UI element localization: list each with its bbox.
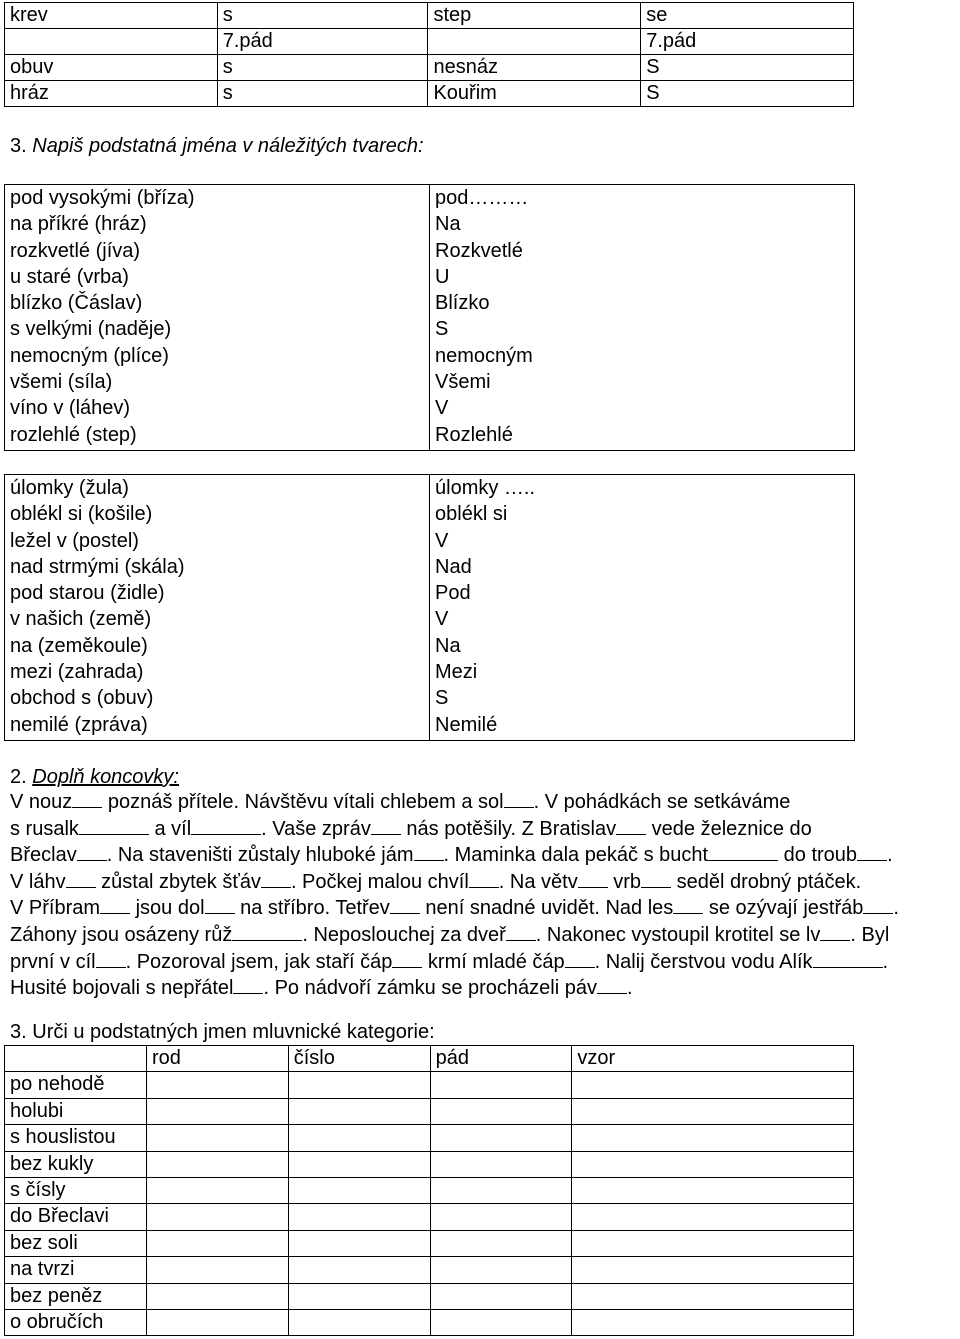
table-forms-b xyxy=(4,474,855,741)
table-forms-a xyxy=(4,184,855,451)
table-row xyxy=(5,1283,854,1309)
text-segment: Husité bojovali s nepřátel xyxy=(10,977,234,1000)
phrase-list xyxy=(5,185,430,451)
text-segment: V nouz xyxy=(10,791,73,813)
table-cell: se xyxy=(641,3,854,29)
blank-field[interactable] xyxy=(77,844,107,861)
answer-list xyxy=(430,185,855,451)
list-item: Pod xyxy=(435,582,471,605)
list-item: rozkvetlé (jíva) xyxy=(10,239,141,262)
text-segment: zůstal zbytek šťáv xyxy=(95,870,261,893)
blank-field[interactable] xyxy=(578,871,608,888)
noun-phrase: bez soli xyxy=(5,1230,147,1256)
answer-cell[interactable] xyxy=(288,1177,430,1203)
text-segment: V Příbram xyxy=(10,897,101,920)
noun-phrase: o obručích xyxy=(5,1309,147,1335)
blank-field[interactable] xyxy=(857,844,887,861)
table-row xyxy=(5,1257,854,1283)
list-item: V xyxy=(435,608,449,631)
list-item: rozlehlé (step) xyxy=(10,423,137,446)
list-item: nemocným xyxy=(435,344,533,367)
list-item: Na xyxy=(435,634,461,657)
answer-cell[interactable] xyxy=(288,1309,430,1335)
text-segment: Břeclav xyxy=(10,844,77,867)
answer-cell[interactable] xyxy=(288,1151,430,1177)
blank-field[interactable] xyxy=(813,951,883,968)
list-item: Blízko xyxy=(435,292,490,315)
answer-cell[interactable] xyxy=(430,1257,572,1283)
text-segment: do troub xyxy=(778,844,858,867)
table-cell: s xyxy=(217,81,428,107)
noun-phrase: do Břeclavi xyxy=(5,1204,147,1230)
list-item: oblékl si (košile) xyxy=(10,503,153,526)
text-segment: . V pohádkách se setkáváme xyxy=(533,791,791,813)
blank-field[interactable] xyxy=(469,871,499,888)
answer-cell[interactable] xyxy=(572,1257,854,1283)
blank-field[interactable] xyxy=(565,951,595,968)
text-segment: . Nakonec vystoupil krotitel se lv xyxy=(535,923,821,946)
answer-cell[interactable] xyxy=(146,1072,288,1098)
answer-cell[interactable] xyxy=(572,1125,854,1151)
text-segment: . xyxy=(887,844,893,867)
blank-field[interactable] xyxy=(597,977,627,994)
text-segment: . Byl xyxy=(850,923,890,946)
answer-cell[interactable] xyxy=(288,1283,430,1309)
blank-field[interactable] xyxy=(673,897,703,914)
text-segment: jsou dol xyxy=(130,897,205,920)
text-segment: . Na větv xyxy=(498,870,578,893)
answer-cell[interactable] xyxy=(430,1098,572,1124)
text-line xyxy=(10,789,958,816)
noun-phrase: bez kukly xyxy=(5,1151,147,1177)
list-item: Rozkvetlé xyxy=(435,239,523,262)
table-row xyxy=(5,29,854,55)
list-item: pod starou (židle) xyxy=(10,582,165,605)
list-item: úlomky ….. xyxy=(435,477,536,499)
table-cell xyxy=(428,29,641,55)
table-cell: step xyxy=(428,3,641,29)
exercise-number: 3. xyxy=(10,1021,27,1043)
answer-cell[interactable] xyxy=(288,1125,430,1151)
answer-cell[interactable] xyxy=(430,1125,572,1151)
table-row xyxy=(5,1309,854,1335)
answer-cell[interactable] xyxy=(572,1151,854,1177)
blank-field[interactable] xyxy=(191,818,261,835)
blank-field[interactable] xyxy=(261,871,291,888)
answer-cell[interactable] xyxy=(288,1204,430,1230)
blank-field[interactable] xyxy=(506,924,536,941)
blank-field[interactable] xyxy=(414,844,444,861)
text-line xyxy=(10,816,958,843)
text-segment: . Po nádvoří zámku se procházeli páv xyxy=(263,977,597,1000)
answer-cell[interactable] xyxy=(288,1072,430,1098)
blank-field[interactable] xyxy=(641,871,671,888)
list-item: ležel v (postel) xyxy=(10,529,139,552)
text-segment: . Neposlouchej za dveř xyxy=(302,923,506,946)
blank-field[interactable] xyxy=(100,897,130,914)
list-item: Nad xyxy=(435,555,472,578)
exercise-title: Urči u podstatných jmen mluvnické kategorie: xyxy=(32,1021,435,1043)
text-segment: seděl drobný ptáček. xyxy=(671,870,862,893)
table-row xyxy=(5,1125,854,1151)
text-segment: poznáš přítele. Návštěvu vítali chlebem a sol xyxy=(102,791,504,813)
text-segment: se ozývají jestřáb xyxy=(703,897,864,920)
list-item: úlomky (žula) xyxy=(10,477,129,499)
table-cell xyxy=(5,29,218,55)
table-cell: S xyxy=(641,55,854,81)
blank-field[interactable] xyxy=(504,791,534,808)
text-line xyxy=(10,922,958,949)
table-cell: obuv xyxy=(5,55,218,81)
table-row xyxy=(5,3,854,29)
table-row xyxy=(5,1151,854,1177)
table-cell: s xyxy=(217,3,428,29)
text-segment: . xyxy=(626,977,633,1000)
exercise-number: 2. xyxy=(10,766,27,788)
answer-cell[interactable] xyxy=(288,1257,430,1283)
list-item: obchod s (obuv) xyxy=(10,687,154,710)
exercise-3b-heading xyxy=(10,1019,435,1045)
table-cell: Kouřim xyxy=(428,81,641,107)
noun-phrase: s houslistou xyxy=(5,1125,147,1151)
answer-cell[interactable] xyxy=(572,1072,854,1098)
text-segment: Záhony jsou osázeny růž xyxy=(10,923,233,946)
list-item: Všemi xyxy=(435,371,491,394)
table-row xyxy=(5,185,855,451)
list-item: U xyxy=(435,265,450,288)
answer-cell[interactable] xyxy=(430,1072,572,1098)
table-row xyxy=(5,55,854,81)
text-segment: . xyxy=(882,950,889,973)
list-item: Nemilé xyxy=(435,713,498,736)
text-segment: není snadné uvidět. Nad les xyxy=(419,897,674,920)
answer-cell[interactable] xyxy=(146,1230,288,1256)
text-segment: . Pozoroval jsem, jak staří čáp xyxy=(125,950,393,973)
column-header: vzor xyxy=(572,1046,854,1072)
text-line xyxy=(10,949,958,976)
noun-phrase: holubi xyxy=(5,1098,147,1124)
text-line xyxy=(10,842,958,869)
list-item: víno v (láhev) xyxy=(10,397,131,420)
noun-phrase: bez peněz xyxy=(5,1283,147,1309)
list-item: v našich (země) xyxy=(10,608,152,631)
answer-cell[interactable] xyxy=(430,1151,572,1177)
list-item: u staré (vrba) xyxy=(10,265,129,288)
list-item: blízko (Čáslav) xyxy=(10,292,143,315)
answer-cell[interactable] xyxy=(572,1230,854,1256)
list-item: Rozlehlé xyxy=(435,423,513,446)
blank-field[interactable] xyxy=(390,897,420,914)
table-row xyxy=(5,1098,854,1124)
answer-cell[interactable] xyxy=(146,1204,288,1230)
blank-field[interactable] xyxy=(233,977,263,994)
text-line xyxy=(10,869,958,896)
table-row xyxy=(5,81,854,107)
text-segment: V láhv xyxy=(10,870,66,893)
answer-cell[interactable] xyxy=(430,1204,572,1230)
table-cell: krev xyxy=(5,3,218,29)
table-cell: 7.pád xyxy=(217,29,428,55)
fill-in-endings-text xyxy=(10,789,958,1002)
exercise-title: Doplň koncovky: xyxy=(32,766,179,788)
text-line xyxy=(10,975,958,1002)
table-grammar-categories xyxy=(4,1045,854,1336)
blank-field[interactable] xyxy=(371,818,401,835)
table-cell: 7.pád xyxy=(641,29,854,55)
noun-phrase: s čísly xyxy=(5,1177,147,1203)
table-row xyxy=(5,1204,854,1230)
phrase-list xyxy=(5,475,430,741)
list-item: pod vysokými (bříza) xyxy=(10,187,195,209)
list-item: na (zeměkoule) xyxy=(10,634,148,657)
answer-cell[interactable] xyxy=(572,1098,854,1124)
answer-cell[interactable] xyxy=(146,1257,288,1283)
blank-field[interactable] xyxy=(616,818,646,835)
blank-field[interactable] xyxy=(72,791,102,808)
answer-cell[interactable] xyxy=(572,1309,854,1335)
table-header-row xyxy=(5,1046,854,1072)
answer-cell[interactable] xyxy=(430,1283,572,1309)
list-item: mezi (zahrada) xyxy=(10,661,144,684)
column-header: číslo xyxy=(288,1046,430,1072)
noun-phrase: po nehodě xyxy=(5,1072,147,1098)
list-item: s velkými (naděje) xyxy=(10,318,172,341)
list-item: nemocným (plíce) xyxy=(10,344,169,367)
answer-cell[interactable] xyxy=(146,1283,288,1309)
answer-cell[interactable] xyxy=(146,1125,288,1151)
list-item: S xyxy=(435,687,449,710)
text-segment: a víl xyxy=(148,817,192,840)
blank-field[interactable] xyxy=(863,897,893,914)
answer-cell[interactable] xyxy=(146,1309,288,1335)
text-segment: . Maminka dala pekáč s bucht xyxy=(443,844,709,867)
text-segment: vede železnice do xyxy=(646,817,812,840)
answer-cell[interactable] xyxy=(288,1098,430,1124)
answer-cell[interactable] xyxy=(430,1309,572,1335)
blank-field[interactable] xyxy=(708,844,778,861)
blank-field[interactable] xyxy=(820,924,850,941)
blank-field[interactable] xyxy=(232,924,302,941)
list-item: na příkré (hráz) xyxy=(10,213,147,236)
text-segment: první v cíl xyxy=(10,950,96,973)
table-row xyxy=(5,1177,854,1203)
answer-cell[interactable] xyxy=(430,1177,572,1203)
list-item: pod……… xyxy=(435,187,529,209)
exercise-title: Napiš podstatná jména v náležitých tvarech: xyxy=(32,135,424,157)
exercise-2-heading xyxy=(10,764,179,790)
answer-cell[interactable] xyxy=(288,1230,430,1256)
answer-cell[interactable] xyxy=(572,1283,854,1309)
text-segment: nás potěšily. Z Bratislav xyxy=(400,817,617,840)
list-item: Na xyxy=(435,213,461,236)
list-item: nemilé (zpráva) xyxy=(10,713,148,736)
blank-field[interactable] xyxy=(392,951,422,968)
answer-cell[interactable] xyxy=(572,1204,854,1230)
list-item: S xyxy=(435,318,449,341)
text-line xyxy=(10,895,958,922)
answer-list xyxy=(430,475,855,741)
table-top xyxy=(4,2,854,107)
blank-field[interactable] xyxy=(66,871,96,888)
text-segment: s rusalk xyxy=(10,817,79,840)
table-cell: s xyxy=(217,55,428,81)
text-segment: . Vaše zpráv xyxy=(261,817,371,840)
list-item: V xyxy=(435,529,449,552)
list-item: V xyxy=(435,397,449,420)
blank-field[interactable] xyxy=(96,951,126,968)
column-header: rod xyxy=(146,1046,288,1072)
table-cell: S xyxy=(641,81,854,107)
table-cell: hráz xyxy=(5,81,218,107)
blank-field[interactable] xyxy=(79,818,149,835)
text-segment: krmí mladé čáp xyxy=(422,950,565,973)
blank-field[interactable] xyxy=(205,897,235,914)
answer-cell[interactable] xyxy=(430,1230,572,1256)
list-item: nad strmými (skála) xyxy=(10,555,185,578)
column-header: pád xyxy=(430,1046,572,1072)
table-row xyxy=(5,475,855,741)
text-segment: na stříbro. Tetřev xyxy=(234,897,390,920)
list-item: Mezi xyxy=(435,661,478,684)
text-segment: . xyxy=(893,897,899,920)
answer-cell[interactable] xyxy=(572,1177,854,1203)
list-item: všemi (síla) xyxy=(10,371,113,394)
exercise-3-heading xyxy=(10,133,424,159)
answer-cell[interactable] xyxy=(146,1177,288,1203)
exercise-number: 3. xyxy=(10,135,27,157)
text-segment: . Na staveništi zůstaly hluboké jám xyxy=(106,844,414,867)
answer-cell[interactable] xyxy=(146,1098,288,1124)
text-segment: . Počkej malou chvíl xyxy=(290,870,469,893)
table-row xyxy=(5,1072,854,1098)
noun-phrase: na tvrzi xyxy=(5,1257,147,1283)
text-segment: . Nalij čerstvou vodu Alík xyxy=(594,950,813,973)
column-header xyxy=(5,1046,147,1072)
table-cell: nesnáz xyxy=(428,55,641,81)
table-row xyxy=(5,1230,854,1256)
list-item: oblékl si xyxy=(435,503,508,526)
text-segment: vrb xyxy=(607,870,642,893)
answer-cell[interactable] xyxy=(146,1151,288,1177)
